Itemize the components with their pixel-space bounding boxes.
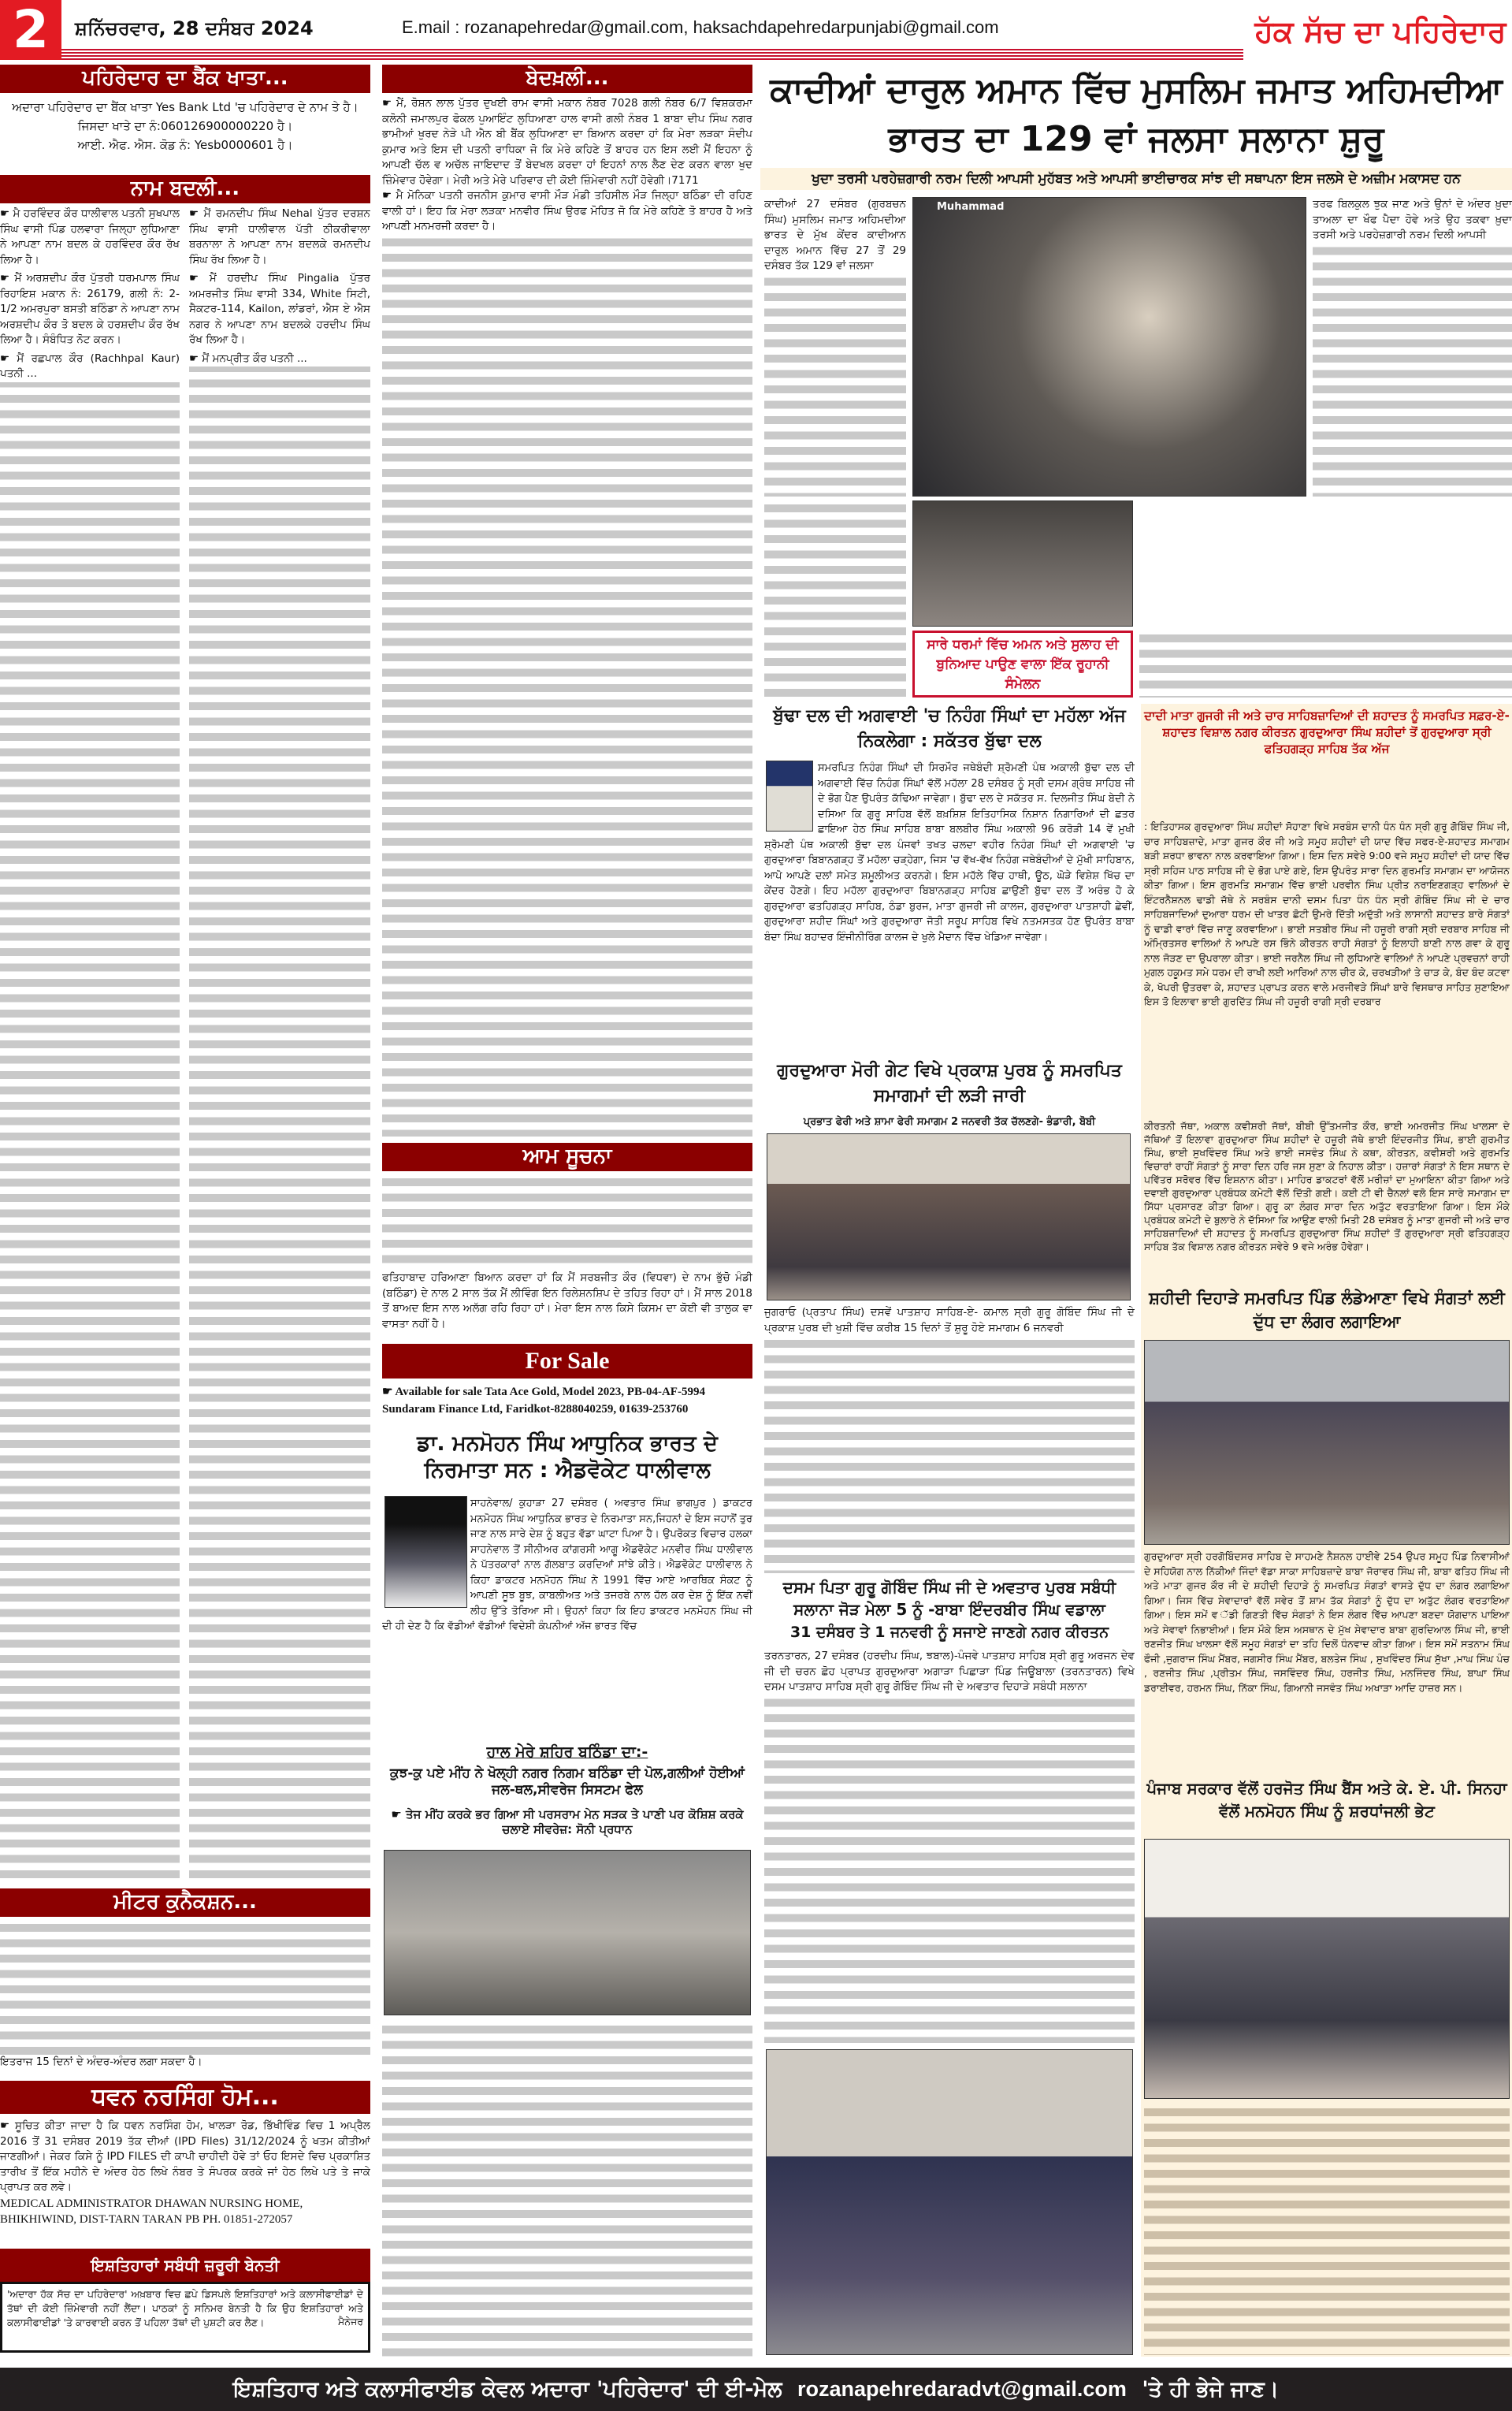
footer-suffix: 'ਤੇ ਹੀ ਭੇਜੇ ਜਾਣ।: [1142, 2377, 1280, 2402]
footer-email[interactable]: rozanapehredaradvt@gmail.com: [797, 2377, 1127, 2401]
name-change-col-2: [189, 206, 370, 1885]
ad-notice-heading: ਇਸ਼ਤਿਹਾਰਾਂ ਸਬੰਧੀ ਜ਼ਰੂਰੀ ਬੇਨਤੀ: [0, 2249, 370, 2282]
lead-text-body: [764, 500, 906, 698]
list-item: ☛ ਮੈਂ ਰਛਪਾਲ ਕੌਰ (Rachhpal Kaur) ਪਤਨੀ ...: [0, 352, 180, 380]
ad-notice-signature: ਮੈਨੇਜਰ: [338, 2316, 363, 2327]
list-item: ☛ ਮੈਂ, ਰੋਸ਼ਨ ਲਾਲ ਪੁੱਤਰ ਦੁਖਈ ਰਾਮ ਵਾਸੀ ਮਕਾਨ ਨੰਬਰ 7028 ਗਲੀ ਨੰਬਰ 6/7 ਵਿਸ਼ਕਰਮਾ ਕਲੋਨੀ ਜਮਾਲਪੁਰ ਫੋਕਲ ਪੁਆਇੰਟ ਲੁਧਿਆਣਾ ਹਾਲ ਵਾਸੀ ਗਲੀ ਨੰਬਰ 1 ਬਾਬਾ ਦੀਪ ਸਿੰਘ ਨਗਰ ਭਾਮੀਆਂ ਖੁਰਦ ਨੇੜੇ ਪੀ ਐਨ ਬੀ ਬੈਂਕ ਲੁਧਿਆਣਾ ਦਾ ਬਿਆਨ ਕਰਦਾ ਹਾਂ ਕਿ ਮੇਰਾ ਲੜਕਾ ਸੰਦੀਪ ਕੁਮਾਰ ਅਤੇ ਇਸ ਦੀ ਪਤਨੀ ਰਾਧਿਕਾ ਜੋ ਕਿ ਮੇਰੇ ਕਹਿਣੇ ਤੋਂ ਬਾਹਰ ਹਨ ਇਸ ਲਈ ਮੈਂ ਇਹਨਾ ਨੂੰ ਆਪਣੀ ਚੱਲ ਵ ਅਚੱਲ ਜਾਇਦਾਦ ਤੋਂ ਬੇਦਖਲ ਕਰਦਾ ਹਾਂ ਇਹਨਾਂ ਨਾਲ ਲੈਣ ਦੇਣ ਕਰਨ ਵਾਲਾ ਖੁਦ ਜ਼ਿੰਮੇਵਾਰ ਹੋਵੇਗਾ। ਮੇਰੀ ਅਤੇ ਮੇਰੇ ਪਰਿਵਾਰ ਦੀ ਕੋਈ ਜ਼ਿੰਮੇਵਾਰੀ ਨਹੀਂ ਹੋਵੇਗੀ।7171: [382, 97, 752, 187]
lead-text-left: ਕਾਦੀਆਂ 27 ਦਸੰਬਰ (ਗੁਰਬਚਨ ਸਿੰਘ) ਮੁਸਲਿਮ ਜਮਾਤ ਅਹਿਮਦੀਆ ਭਾਰਤ ਦੇ ਮੁੱਖ ਕੇਂਦਰ ਕਾਦੀਆਨ ਦਾਰੁਲ ਅਮਾਨ ਵਿੱਚ 27 ਤੋਂ 29 ਦਸੰਬਰ ਤੱਕ 129 ਵਾਂ ਜਲਸਾ: [764, 197, 906, 497]
dasam-headline: ਦਸਮ ਪਿਤਾ ਗੁਰੂ ਗੋਬਿੰਦ ਸਿੰਘ ਜੀ ਦੇ ਅਵਤਾਰ ਪੁਰਬ ਸਬੰਧੀ ਸਲਾਨਾ ਜੋੜ ਮੇਲਾ 5 ਨੂੰ -ਬਾਬਾ ਇੰਦਰਬੀਰ ਸਿੰਘ ਵਡਾਲਾ: [782, 1578, 1116, 1619]
nagar-kirtan-text-2: ਕੀਰਤਨੀ ਜੱਥਾ, ਅਕਾਲ ਕਵੀਸ਼ਰੀ ਜੱਥਾਂ, ਬੀਬੀ ਉੱਤਮਜੀਤ ਕੌਰ, ਭਾਈ ਅਮਰਜੀਤ ਸਿੰਘ ਖਾਲਸਾ ਦੇ ਜੱਥਿਆਂ ਤੋਂ ਇਲਾਵਾ ਗੁਰਦੁਆਰਾ ਸਿੰਘ ਸ਼ਹੀਦਾਂ ਦੇ ਹਜ਼ੂਰੀ ਜੱਥੇ ਭਾਈ ਇੰਦਰਜੀਤ ਸਿੰਘ, ਭਾਈ ਗੁਰਮੀਤ ਸਿੰਘ, ਭਾਈ ਸੁਖਵਿੰਦਰ ਸਿੰਘ ਅਤੇ ਭਾਈ ਜਸਵੰਤ ਸਿੰਘ ਨੇ ਕਥਾ, ਕੀਰਤਨ, ਕਵੀਸ਼ਰੀ ਅਤੇ ਗੁਰਮਤਿ ਵਿਚਾਰਾਂ ਰਾਹੀਂ ਸੰਗਤਾਂ ਨੂੰ ਸਾਰਾ ਦਿਨ ਹਰਿ ਜਸ ਸੁਣਾ ਕੇ ਨਿਹਾਲ ਕੀਤਾ। ਹਜ਼ਾਰਾਂ ਸੰਗਤਾਂ ਨੇ ਇਸ ਸਥਾਨ ਦੇ ਪਵਿੱਤਰ ਸਰੋਵਰ ਵਿੱਚ ਇਸ਼ਨਾਨ ਕੀਤਾ। ਮਾਹਿਰ ਡਾਕਟਰਾਂ ਵੱਲੋਂ ਮਰੀਜ਼ਾਂ ਦਾ ਮੁਆਇਨਾ ਕੀਤਾ ਗਿਆ ਅਤੇ ਦਵਾਈ ਗੁਰਦੁਆਰਾ ਪ੍ਰਬੰਧਕ ਕਮੇਟੀ ਵੱਲੋਂ ਦਿੱਤੀ ਗਈ। ਕਈ ਟੀ ਵੀ ਚੈਨਲਾਂ ਵਲੋ ਇਸ ਸਾਰੇ ਸਮਾਗਮ ਦਾ ਸਿੱਧਾ ਪ੍ਰਸਾਰਣ ਕੀਤਾ ਗਿਆ। ਗੁਰੂ ਕਾ ਲੰਗਰ ਸਾਰਾ ਦਿਨ ਅਤੁੱਟ ਵਰਤਾਇਆ ਗਿਆ। ਇਸ ਮੌਕੇ ਪ੍ਰਬੰਧਕ ਕਮੇਟੀ ਦੇ ਬੁਲਾਰੇ ਨੇ ਦੱਸਿਆ ਕਿ ਆਉਣ ਵਾਲੀ ਮਿਤੀ 28 ਦਸੰਬਰ ਨੂੰ ਮਾਤਾ ਗੁਜਰੀ ਜੀ ਅਤੇ ਚਾਰ ਸਾਹਿਬਜ਼ਾਦਿਆਂ ਦੀ ਸ਼ਹਾਦਤ ਨੂੰ ਸਮਰਪਿਤ ਗੁਰਦੁਆਰਾ ਸਿੰਘ ਸ਼ਹੀਦਾਂ ਤੋਂ ਗੁਰਦੁਆਰਾ ਸ੍ਰੀ ਫਤਿਹਗੜ੍ਹ ਸਾਹਿਬ ਤੱਕ ਵਿਸ਼ਾਲ ਨਗਰ ਕੀਰਤਨ ਸਵੇਰੇ 9 ਵਜੇ ਅਰੰਭ ਹੋਵੇਗਾ।: [1144, 1120, 1510, 1252]
book-release-photo: [767, 1133, 1131, 1300]
bathinda-heading: ਹਾਲ ਮੇਰੇ ਸ਼ਹਿਰ ਬਠਿੰਡਾ ਦਾ:-: [486, 1743, 648, 1761]
public-notice-text: ਫਤਿਹਾਬਾਦ ਹਰਿਆਣਾ ਬਿਆਨ ਕਰਦਾ ਹਾਂ ਕਿ ਮੈਂ ਸਰਬਜੀਤ ਕੌਰ (ਵਿਧਵਾ) ਦੇ ਨਾਮ ਭੁੱਚੋ ਮੰਡੀ (ਬਠਿੰਡਾ) ਦੇ ਨਾਲ 2 ਸਾਲ ਤੱਕ ਮੈਂ ਲੀਵਿੰਗ ਇਨ ਰਿਲੇਸ਼ਨਸ਼ਿਪ ਦੇ ਤਹਿਤ ਰਿਹਾ ਹਾਂ। ਮੈਂ ਸਾਲ 2018 ਤੋਂ ਬਾਅਦ ਇਸ ਨਾਲ ਅਲੱਗ ਰਹਿ ਰਿਹਾ ਹਾਂ। ਮੇਰਾ ਇਸ ਨਾਲ ਕਿਸੇ ਕਿਸਮ ਦਾ ਕੋਈ ਵੀ ਤਾਲੁਕ ਵਾ ਵਾਸਤਾ ਨਹੀਂ ਹੈ।: [382, 1174, 752, 1332]
photo-banner-text: Muhammad: [937, 201, 1005, 213]
eviction-heading: ਬੇਦਖ਼ਲੀ...: [382, 65, 752, 93]
langar-photo: [1144, 1340, 1510, 1545]
dhawan-text: ☛ ਸੂਚਿਤ ਕੀਤਾ ਜਾਦਾ ਹੈ ਕਿ ਧਵਨ ਨਰਸਿੰਗ ਹੋਮ, ਖਾਲੜਾ ਰੋਡ, ਭਿੱਖੀਵਿੰਡ ਵਿਚ 1 ਅਪ੍ਰੈਲ 2016 ਤੋਂ 31 ਦਸੰਬਰ 2019 ਤੱਕ ਦੀਆਂ (IPD Files) 31/12/2024 ਨੂੰ ਖਤਮ ਕੀਤੀਆਂ ਜਾਣਗੀਆਂ। ਜੇਕਰ ਕਿਸੇ ਨੂੰ IPD FILES ਦੀ ਕਾਪੀ ਚਾਹੀਦੀ ਹੋਵੇ ਤਾਂ ਓਹ ਇਸਦੇ ਵਿਚ ਪ੍ਰਕਾਸ਼ਿਤ ਤਾਰੀਖ ਤੋਂ ਇੱਕ ਮਹੀਨੇ ਦੇ ਅੰਦਰ ਹੇਠ ਲਿਖੇ ਨੰਬਰ ਤੇ ਸੰਪਰਕ ਕਰਕੇ ਜਾਂ ਹੇਠ ਲਿਖੇ ਪਤੇ ਤੇ ਜਾਕੇ ਪ੍ਰਾਪਤ ਕਰ ਲਵੇ।: [0, 2119, 370, 2193]
bank-account-number: ਅਦਾਰਾ ਪਹਿਰੇਦਾਰ ਦਾ ਬੈਂਕ ਖਾਤਾ Yes Bank Ltd 'ਚ ਪਹਿਰੇਦਾਰ ਦੇ ਨਾਮ ਤੇ ਹੈ। ਜਿਸਦਾ ਖਾਤੇ ਦਾ ਨੰ:060126900000220 ਹੈ।: [12, 100, 358, 133]
eviction-text: [382, 96, 752, 1137]
bathinda-text: [382, 2022, 752, 2357]
header-rule: [61, 47, 1243, 60]
dhawan-address: MEDICAL ADMINISTRATOR DHAWAN NURSING HOME, BHIKHIWIND, DIST-TARN TARAN PB PH. 01851-272057: [0, 2197, 303, 2226]
list-item: ☛ ਮੈਂ ਮਨਪ੍ਰੀਤ ਕੌਰ ਪਤਨੀ ...: [189, 352, 307, 365]
langar-text: ਗੁਰਦੁਆਰਾ ਸ੍ਰੀ ਹਰਗੋਬਿੰਦਸਰ ਸਾਹਿਬ ਦੇ ਸਾਹਮਣੇ ਨੈਸ਼ਨਲ ਹਾਈਵੇ 254 ਉਪਰ ਸਮੂਹ ਪਿੰਡ ਨਿਵਾਸੀਆਂ ਦੇ ਸਹਿਯੋਗ ਨਾਲ ਨਿੱਕੀਆਂ ਜਿੰਦਾਂ ਵੱਡਾ ਸਾਕਾ ਸਾਹਿਬਜ਼ਾਦੇ ਬਾਬਾ ਜੋਰਾਵਰ ਸਿੰਘ ਜੀ, ਬਾਬਾ ਫਤਿਹ ਸਿੰਘ ਜੀ ਅਤੇ ਮਾਤਾ ਗੁਜਰ ਕੌਰ ਜੀ ਦੇ ਸ਼ਹੀਦੀ ਦਿਹਾੜੇ ਨੂੰ ਸਮਰਪਿਤ ਸੰਗਤਾਂ ਵਾਸਤੇ ਦੁੱਧ ਦਾ ਲੰਗਰ ਲਗਾਇਆ ਗਿਆ। ਜਿਸ ਵਿੱਚ ਸੇਵਾਦਾਰਾਂ ਵੱਲੋਂ ਸਵੇਰ ਤੋਂ ਸ਼ਾਮ ਤੱਕ ਸੰਗਤਾਂ ਨੂੰ ਦੁੱਧ ਦਾ ਅਤੁੱਟ ਲੰਗਰ ਵਰਤਾਇਆ ਗਿਆ। ਇਸ ਸਮੇਂ ਵ ੱਡੀ ਗਿਣਤੀ ਵਿੱਚ ਸੰਗਤਾਂ ਨੇ ਇਸ ਲੰਗਰ ਵਿੱਚ ਆਪਣਾ ਬਣਦਾ ਯੋਗਦਾਨ ਪਾਇਆ ਅਤੇ ਸੇਵਾਵਾਂ ਨਿਭਾਈਆਂ। ਇਸ ਮੌਕੇ ਇਸ ਅਸਥਾਨ ਦੇ ਮੁੱਖ ਸੇਵਾਦਾਰ ਬਾਬਾ ਗੁਰਦਿਆਲ ਸਿੰਘ ਜੀ, ਭਾਈ ਰਣਜੀਤ ਸਿੰਘ ਖਾਲਸਾ ਵੱਲੋਂ ਸਮੂਹ ਸੰਗਤਾਂ ਦਾ ਤਹਿ ਦਿਲੋਂ ਧੰਨਵਾਦ ਕੀਤਾ ਗਿਆ। ਇਸ ਸਮੇਂ ਸਤਨਾਮ ਸਿੰਘ ਫੌਜੀ ,ਜੁਗਰਾਜ ਸਿੰਘ ਮੈਂਬਰ, ਜਗਸੀਰ ਸਿੰਘ ਮੈਂਬਰ, ਬਲਤੇਜ ਸਿੰਘ , ਸੁਖਵਿੰਦਰ ਸਿੰਘ ਸੁੱਖਾ ,ਮਾਘ ਸਿੰਘ ਪੰਚ , ਰਣਜੀਤ ਸਿੰਘ ,ਪ੍ਰੀਤਮ ਸਿੰਘ, ਜਸਵਿੰਦਰ ਸਿੰਘ, ਹਰਜੀਤ ਸਿੰਘ, ਮਨਜਿੰਦਰ ਸਿੰਘ, ਬਾਘਾ ਸਿੰਘ ਡਰਾਈਵਰ, ਹਰਮਨ ਸਿੰਘ, ਨਿੱਕਾ ਸਿੰਘ, ਗਿਆਨੀ ਜਸਵੰਤ ਸਿੰਘ ਅਖਾੜਾ ਆਦਿ ਹਾਜ਼ਰ ਸਨ।: [1144, 1550, 1510, 1694]
header-email: E.mail : rozanapehredar@gmail.com, haksachdapehredarpunjabi@gmail.com: [402, 17, 999, 37]
lead-text-right: ਤਰਫ ਬਿਲਕੁਲ ਝੁਕ ਜਾਣ ਅਤੇ ਉਨਾਂ ਦੇ ਅੰਦਰ ਖ਼ੁਦਾ ਤਾਅਲਾ ਦਾ ਖੌਫ ਪੈਦਾ ਹੋਵੇ ਅਤੇ ਉਹ ਤਕਵਾ ਖ਼ੁਦਾ ਤਰਸੀ ਅਤੇ ਪਰਹੇਜ਼ਗਾਰੀ ਨਰਮ ਦਿਲੀ ਆਪਸੀ: [1313, 197, 1512, 497]
bank-ifsc: ਆਈ. ਐਫ. ਐਸ. ਕੋਡ ਨੰ: Yesb0000601 ਹੈ।: [77, 138, 293, 152]
meter-connection-heading: ਮੀਟਰ ਕੁਨੈਕਸ਼ਨ...: [0, 1888, 370, 1917]
manmohan-text: ਸਾਹਨੇਵਾਲ/ ਕੁਹਾੜਾ 27 ਦਸੰਬਰ ( ਅਵਤਾਰ ਸਿੰਘ ਭਾਗਪੁਰ ) ਡਾਕਟਰ ਮਨਮੋਹਨ ਸਿੰਘ ਆਧੁਨਿਕ ਭਾਰਤ ਦੇ ਨਿਰਮਾਤਾ ਸਨ,ਜਿਹਨਾਂ ਦੇ ਇਸ ਜਹਾਨੋਂ ਤੁਰ ਜਾਣ ਨਾਲ ਸਾਰੇ ਦੇਸ਼ ਨੂੰ ਬਹੁਤ ਵੱਡਾ ਘਾਟਾ ਪਿਆ ਹੈ। ਉਪਰੋਕਤ ਵਿਚਾਰ ਹਲਕਾ ਸਾਹਨੇਵਾਲ ਤੋਂ ਸੀਨੀਅਰ ਕਾਂਗਰਸੀ ਆਗੂ ਐਡਵੋਕੇਟ ਮਨਵੀਰ ਸਿੰਘ ਧਾਲੀਵਾਲ ਨੇ ਪੱਤਰਕਾਰਾਂ ਨਾਲ ਗੱਲਬਾਤ ਕਰਦਿਆਂ ਸਾਂਝੇ ਕੀਤੇ। ਐਡਵੋਕੇਟ ਧਾਲੀਵਾਲ ਨੇ ਕਿਹਾ ਡਾਕਟਰ ਮਨਮੋਹਨ ਸਿੰਘ ਨੇ 1991 ਵਿੱਚ ਆਏ ਆਰਥਿਕ ਸੰਕਟ ਨੂੰ ਆਪਣੀ ਸੂਝ ਬੂਝ, ਕਾਬਲੀਅਤ ਅਤੇ ਤਜਰਬੇ ਨਾਲ ਹੱਲ ਕਰ ਦੇਸ਼ ਨੂੰ ਇੱਕ ਨਵੀਂ ਲੀਹ ਉੱਤੇ ਤੋਰਿਆ ਸੀ। ਉਹਨਾਂ ਕਿਹਾ ਕਿ ਇਹ ਡਾਕਟਰ ਮਨਮੋਹਨ ਸਿੰਘ ਜੀ ਦੀ ਹੀ ਦੇਣ ਹੈ ਕਿ ਵੱਡੀਆਂ ਵੱਡੀਆਂ ਵਿਦੇਸ਼ੀ ਕੰਪਨੀਆਂ ਅੱਜ ਭਾਰਤ ਵਿੱਚ: [382, 1498, 752, 1632]
budha-dal-text: ਸਮਰਪਿਤ ਨਿਹੰਗ ਸਿੰਘਾਂ ਦੀ ਸਿਰਮੌਰ ਜਥੇਬੰਦੀ ਸ਼੍ਰੋਮਣੀ ਪੰਥ ਅਕਾਲੀ ਬੁੱਢਾ ਦਲ ਦੀ ਅਗਵਾਈ ਵਿੱਚ ਨਿਹੰਗ ਸਿੰਘਾਂ ਵੱਲੋਂ ਮਹੱਲਾ 28 ਦਸੰਬਰ ਨੂੰ ਸ੍ਰੀ ਦਸਮ ਗ੍ਰੰਥ ਸਾਹਿਬ ਜੀ ਦੇ ਭੋਗ ਪੈਣ ਉਪਰੰਤ ਕੱਢਿਆ ਜਾਵੇਗਾ। ਬੁੱਢਾ ਦਲ ਦੇ ਸਕੱਤਰ ਸ. ਦਿਲਜੀਤ ਸਿੰਘ ਬੇਦੀ ਨੇ ਦਸਿਆ ਕਿ ਗੁਰੂ ਸਾਹਿਬ ਵੱਲੋਂ ਬਖ਼ਸ਼ਿਸ਼ ਇਤਿਹਾਸਿਕ ਨਿਸ਼ਾਨ ਨਿਗਾਰਿਆਂ ਦੀ ਛਤਰ ਛਾਇਆ ਹੇਠ ਸਿੰਘ ਸਾਹਿਬ ਬਾਬਾ ਬਲਬੀਰ ਸਿੰਘ ਅਕਾਲੀ 96 ਕਰੋੜੀ 14 ਵੇਂ ਮੁਖੀ ਸ਼੍ਰੋਮਣੀ ਪੰਥ ਅਕਾਲੀ ਬੁੱਢਾ ਦਲ ਪੰਜਵਾਂ ਤਖਤ ਚਲਦਾ ਵਹੀਰ ਨਿਹੰਗ ਸਿੰਘਾਂ ਦੀ ਅਗਵਾਈ 'ਚ ਗੁਰਦੁਆਰਾ ਬਿਬਾਨਗੜ੍ਹ ਤੋਂ ਮਹੱਲਾ ਚੜ੍ਹੇਗਾ, ਜਿਸ 'ਚ ਵੱਖ-ਵੱਖ ਨਿਹੰਗ ਜਥੇਬੰਦੀਆਂ ਦੇ ਮੁੱਖੀ ਸਾਹਿਬਾਨ, ਆਪੋ ਆਪਣੇ ਦਲਾਂ ਸਮੇਤ ਸ਼ਮੂਲੀਅਤ ਕਰਨਗੇ। ਇਸ ਮਹੱਲੇ ਵਿੱਚ ਹਾਥੀ, ਊਠ, ਘੋੜੇ ਵਿਸ਼ੇਸ਼ ਖਿੱਚ ਦਾ ਕੇਂਦਰ ਹੋਣਗੇ। ਇਹ ਮਹੱਲਾ ਗੁਰਦੁਆਰਾ ਬਿਬਾਨਗੜ੍ਹ ਸਾਹਿਬ ਛਾਉਣੀ ਬੁੱਢਾ ਦਲ ਤੋਂ ਅਰੰਭ ਹੋ ਕੇ ਗੁਰਦੁਆਰਾ ਫਤਹਿਗੜ੍ਹ ਸਾਹਿਬ, ਠੰਡਾ ਬੁਰਜ, ਮਾਤਾ ਗੁਜਰੀ ਜੀ ਕਾਲਜ, ਗੁਰਦੁਆਰਾ ਪਾਤਸ਼ਾਹੀ ਛੇਵੀਂ, ਗੁਰਦੁਆਰਾ ਸ਼ਹੀਦ ਸਿੰਘਾਂ ਅਤੇ ਗੁਰਦੁਆਰਾ ਜੋਤੀ ਸਰੂਪ ਸਾਹਿਬ ਵਿਖੇ ਨਤਮਸਤਕ ਹੋਣ ਉਪਰੰਤ ਬਾਬਾ ਬੰਦਾ ਸਿੰਘ ਬਹਾਦਰ ਇੰਜੀਨੀਰਿੰਗ ਕਾਲਜ ਦੇ ਖੁਲੇ ਮੈਦਾਨ ਵਿੱਚ ਖੇਡਿਆ ਜਾਵੇਗਾ।: [764, 762, 1135, 943]
name-change-col-1: [0, 206, 180, 1885]
budha-dal-headline: ਬੁੱਢਾ ਦਲ ਦੀ ਅਗਵਾਈ 'ਚ ਨਿਹੰਗ ਸਿੰਘਾਂ ਦਾ ਮਹੱਲਾ ਅੱਜ ਨਿਕਲੇਗਾ : ਸਕੱਤਰ ਬੁੱਢਾ ਦਲ: [773, 706, 1126, 751]
footer-text: ਇਸ਼ਤਿਹਾਰ ਅਤੇ ਕਲਾਸੀਫਾਈਡ ਕੇਵਲ ਅਦਾਰਾ 'ਪਹਿਰੇਦਾਰ' ਦੀ ਈ-ਮੇਲ: [232, 2377, 782, 2402]
footer-banner: [0, 2368, 1512, 2411]
ad-notice-text: 'ਅਦਾਰਾ ਹੱਕ ਸੱਚ ਦਾ ਪਹਿਰੇਦਾਰ' ਅਖ਼ਬਾਰ ਵਿਚ ਛਪੇ ਡਿਸਪਲੇ ਇਸ਼ਤਿਹਾਰਾਂ ਅਤੇ ਕਲਾਸੀਫਾਈਡਾਂ ਦੇ ਤੱਥਾਂ ਦੀ ਕੋਈ ਜ਼ਿੰਮੇਵਾਰੀ ਨਹੀਂ ਲੈਂਦਾ। ਪਾਠਕਾਂ ਨੂੰ ਸਨਿਮਰ ਬੇਨਤੀ ਹੈ ਕਿ ਉਹ ਇਸ਼ਤਿਹਾਰਾਂ ਅਤੇ ਕਲਾਸੀਫਾਈਡਾਂ 'ਤੇ ਕਾਰਵਾਈ ਕਰਨ ਤੋਂ ਪਹਿਲਾ ਤੱਥਾਂ ਦੀ ਪੁਸ਼ਟੀ ਕਰ ਲੈਣ।: [7, 2288, 363, 2328]
tribute-text: [1144, 2104, 1510, 2355]
name-change-heading: ਨਾਮ ਬਦਲੀ...: [0, 175, 370, 203]
dhawan-nursing-home-heading: ਧਵਨ ਨਰਸਿੰਗ ਹੋਮ...: [0, 2081, 370, 2114]
lead-headline: ਕਾਦੀਆਂ ਦਾਰੁਲ ਅਮਾਨ ਵਿੱਚ ਮੁਸਲਿਮ ਜਮਾਤ ਅਹਿਮਦੀਆ ਭਾਰਤ ਦਾ 129 ਵਾਂ ਜਲਸਾ ਸਲਾਨਾ ਸ਼ੁਰੂ: [770, 70, 1503, 159]
bank-account-heading: ਪਹਿਰੇਦਾਰ ਦਾ ਬੈਂਕ ਖਾਤਾ...: [0, 65, 370, 93]
dasam-text: ਤਰਨਤਾਰਨ, 27 ਦਸੰਬਰ (ਹਰਦੀਪ ਸਿੰਘ, ਝਬਾਲ)-ਪੰਜਵੇ ਪਾਤਸ਼ਾਹ ਸਾਹਿਬ ਸ੍ਰੀ ਗੁਰੂ ਅਰਜਨ ਦੇਵ ਜੀ ਦੀ ਚਰਨ ਛੋਹ ਪ੍ਰਾਪਤ ਗੁਰਦੁਆਰਾ ਅਗਾੜਾ ਪਿਛਾੜਾ ਪਿੰਡ ਜਿਊਬਾਲਾ (ਤਰਨਤਾਰਨ) ਵਿਖੇ ਦਸਮ ਪਾਤਸ਼ਾਹ ਸਾਹਿਬ ਸ੍ਰੀ ਗੁਰੂ ਗੋਬਿੰਦ ਸਿੰਘ ਜੀ ਦੇ ਅਵਤਾਰ ਦਿਹਾੜੇ ਸਬੰਧੀ ਸਲਾਨਾ: [764, 1649, 1135, 2043]
lead-text-body-2: [1139, 631, 1512, 698]
lead-audience-photo: [912, 500, 1133, 627]
mori-gate-subheadline: ਪ੍ਰਭਾਤ ਫੇਰੀ ਅਤੇ ਸ਼ਾਮਾ ਫੇਰੀ ਸਮਾਗਮ 2 ਜਨਵਰੀ ਤੱਕ ਚੱਲਣਗੇ- ਭੰਡਾਰੀ, ਬੋਬੀ: [803, 1116, 1096, 1128]
for-sale-heading: For Sale: [382, 1344, 752, 1379]
issue-date: ਸ਼ਨਿੱਚਰਵਾਰ, 28 ਦਸੰਬਰ 2024: [75, 17, 314, 39]
masthead-logo: ਹੱਕ ਸੱਚ ਦਾ ਪਹਿਰੇਦਾਰ: [1254, 14, 1506, 49]
tribute-photo: [1144, 1839, 1510, 2099]
lead-speaker-photo: [912, 197, 1306, 497]
bank-account-text: [0, 93, 370, 159]
lead-subheadline: ਖੁਦਾ ਤਰਸੀ ਪਰਹੇਜ਼ਗਾਰੀ ਨਰਮ ਦਿਲੀ ਆਪਸੀ ਮੁਹੱਬਤ ਅਤੇ ਆਪਸੀ ਭਾਈਚਾਰਕ ਸਾਂਝ ਦੀ ਸਥਾਪਨਾ ਇਸ ਜਲਸੇ ਦੇ ਅਜ਼ੀਮ ਮਕਾਸਦ ਹਨ: [760, 168, 1512, 190]
list-item: ☛ ਮੈਂ ਰਮਨਦੀਪ ਸਿੰਘ Nehal ਪੁੱਤਰ ਦਰਸ਼ਨ ਸਿੰਘ ਵਾਸੀ ਧਾਲੀਵਾਲ ਪੱਤੀ ਠੀਕਰੀਵਾਲਾ ਬਰਨਾਲਾ ਨੇ ਆਪਣਾ ਨਾਮ ਬਦਲਕੇ ਰਮਨਦੀਪ ਸਿੰਘ ਰੱਖ ਲਿਆ ਹੈ।: [189, 207, 370, 266]
tribute-headline: ਪੰਜਾਬ ਸਰਕਾਰ ਵੱਲੋਂ ਹਰਜੋਤ ਸਿੰਘ ਬੈਂਸ ਅਤੇ ਕੇ. ਏ. ਪੀ. ਸਿਨਹਾ ਵੱਲੋਂ ਮਨਮੋਹਨ ਸਿੰਘ ਨੂੰ ਸ਼ਰਧਾਂਜਲੀ ਭੇਟ: [1146, 1779, 1507, 1821]
meter-connection-text: ਇਤਰਾਜ 15 ਦਿਨਾਂ ਦੇ ਅੰਦਰ-ਅੰਦਰ ਲਗਾ ਸਕਦਾ ਹੈ।: [0, 1920, 370, 2070]
langar-headline: ਸ਼ਹੀਦੀ ਦਿਹਾੜੇ ਸਮਰਪਿਤ ਪਿੰਡ ਲੰਡੇਆਣਾ ਵਿਖੇ ਸੰਗਤਾਂ ਲਈ ਦੁੱਧ ਦਾ ਲੰਗਰ ਲਗਾਇਆ: [1149, 1289, 1505, 1331]
page-number: 2: [0, 0, 61, 60]
mori-gate-headline: ਗੁਰਦੁਆਰਾ ਮੋਰੀ ਗੇਟ ਵਿਖੇ ਪ੍ਰਕਾਸ਼ ਪੁਰਬ ਨੂੰ ਸਮਰਪਿਤ ਸਮਾਗਮਾਂ ਦੀ ਲੜੀ ਜਾਰੀ: [777, 1061, 1122, 1106]
mori-gate-text: ਜੁਗਰਾਓ (ਪ੍ਰਤਾਪ ਸਿੰਘ) ਦਸਵੇਂ ਪਾਤਸ਼ਾਹ ਸਾਹਿਬ-ਏ- ਕਮਾਲ ਸ੍ਰੀ ਗੁਰੂ ਗੋਬਿੰਦ ਸਿੰਘ ਜੀ ਦੇ ਪ੍ਰਕਾਸ਼ ਪੁਰਬ ਦੀ ਖੁਸ਼ੀ ਵਿੱਚ ਕਰੀਬ 15 ਦਿਨਾਂ ਤੋਂ ਸ਼ੁਰੂ ਹੋਏ ਸਮਾਗਮ 6 ਜਨਵਰੀ: [764, 1305, 1135, 1573]
nagar-kirtan-text: : ਇਤਿਹਾਸਕ ਗੁਰਦੁਆਰਾ ਸਿੰਘ ਸ਼ਹੀਦਾਂ ਸੋਹਾਣਾ ਵਿਖੇ ਸਰਬੰਸ ਦਾਨੀ ਧੰਨ ਧੰਨ ਸ੍ਰੀ ਗੁਰੂ ਗੋਬਿੰਦ ਸਿੰਘ ਜੀ, ਚਾਰ ਸਾਹਿਬਜ਼ਾਦੇ, ਮਾਤਾ ਗੁਜਰ ਕੌਰ ਜੀ ਅਤੇ ਸਮੂਹ ਸ਼ਹੀਦਾਂ ਦੀ ਯਾਦ ਵਿੱਚ ਸਫਰ-ਏ-ਸ਼ਹਾਦਤ ਸਮਾਗਮ ਬੜੀ ਸ਼ਰਧਾ ਭਾਵਨਾ ਨਾਲ ਕਰਵਾਇਆ ਗਿਆ। ਇਸ ਦਿਨ ਸਵੇਰੇ 9:00 ਵਜੇ ਸਮੂਹ ਸ਼ਹੀਦਾਂ ਦੀ ਯਾਦ ਵਿੱਚ ਸ੍ਰੀ ਸਹਿਜ ਪਾਠ ਸਾਹਿਬ ਜੀ ਦੇ ਭੋਗ ਪਾਏ ਗਏ, ਇਸ ਉਪਰੰਤ ਸਾਰਾ ਦਿਨ ਗੁਰਮਤਿ ਸਮਾਗਮ ਦਾ ਆਯੋਜਨ ਕੀਤਾ ਗਿਆ। ਇਸ ਗੁਰਮਤਿ ਸਮਾਗਮ ਵਿੱਚ ਭਾਈ ਪਰਵੀਨ ਸਿੰਘ ਪ੍ਰੀਤ ਨਰਾਇਣਗੜ੍ਹ ਵਾਲਿਆਂ ਦੇ ਇੰਟਰਨੈਸ਼ਨਲ ਢਾਡੀ ਜੱਥੇ ਨੇ ਸਰਬੰਸ ਦਾਨੀ ਦਸਮ ਪਿਤਾ ਧੰਨ ਧੰਨ ਸ੍ਰੀ ਗੋਬਿੰਦ ਸਿੰਘ ਜੀ ਦੇ ਚਾਰ ਸਾਹਿਬਜਾਦਿਆਂ ਦੁਆਰਾ ਧਰਮ ਦੀ ਖਾਤਰ ਛੋਟੀ ਉਮਰੇ ਦਿੱਤੀ ਅਦੁੱਤੀ ਅਤੇ ਲਾਸਾਨੀ ਸ਼ਹਾਦਤ ਬਾਰੇ ਸੰਗਤਾਂ ਨੂੰ ਢਾਡੀ ਵਾਰਾਂ ਵਿੱਚ ਜਾਣੂ ਕਰਵਾਇਆ। ਭਾਈ ਸਤਬੀਰ ਸਿੰਘ ਜੀ ਹਜ਼ੂਰੀ ਰਾਗੀ ਸ੍ਰੀ ਦਰਬਾਰ ਸਾਹਿਬ ਜੀ ਅੰਮ੍ਰਿਤਸਰ ਵਾਲਿਆਂ ਨੇ ਆਪਣੇ ਰਸ ਭਿੰਨੇ ਕੀਰਤਨ ਰਾਹੀ ਸੰਗਤਾਂ ਨੂੰ ਇਲਾਹੀ ਬਾਣੀ ਨਾਲ ਗਵਾ ਕੇ ਗੁਰੂ ਨਾਲ ਜੋੜਣ ਦਾ ਉਪਰਾਲਾ ਕੀਤਾ। ਭਾਈ ਜਰਨੈਲ ਸਿੰਘ ਜੀ ਲੁਧਿਆਣੇ ਵਾਲਿਆਂ ਨੇ ਆਪਣੇ ਪ੍ਰਵਚਨਾਂ ਰਾਹੀ ਮੁਗਲ ਹਕੂਮਤ ਸਮੇ ਧਰਮ ਦੀ ਰਾਖੀ ਲਈ ਆਰਿਆਂ ਨਾਲ ਚੀਰ ਕੇ, ਚਰਖੜੀਆਂ ਤੇ ਚਾੜ ਕੇ, ਬੰਦ ਬੰਦ ਕਟਵਾ ਕੇ, ਖੋਪਰੀ ਉਤਰਵਾ ਕੇ, ਸ਼ਹਾਦਤ ਪ੍ਰਾਪਤ ਕਰਨ ਵਾਲੇ ਮਰਜੀਵੜੇ ਸਿੰਘਾਂ ਬਾਰੇ ਵਿਸਥਾਰ ਸਾਹਿਤ ਸੁਣਾਇਆ ਇਸ ਤੋ ਇਲਾਵਾ ਭਾਈ ਗੁਰਦਿੱਤ ਸਿੰਘ ਜੀ ਹਜ਼ੂਰੀ ਰਾਗੀ ਸ੍ਰੀ ਦਰਬਾਰ: [1144, 820, 1510, 1007]
ad-notice-box: [0, 2282, 370, 2353]
list-item: ☛ ਮੈ ਮੋਨਿਕਾ ਪਤਨੀ ਰਜਨੀਸ ਕੁਮਾਰ ਵਾਸੀ ਮੌੜ ਮੰਡੀ ਤਹਿਸੀਲ ਮੌੜ ਜਿਲ੍ਹਾ ਬਠਿੰਡਾ ਦੀ ਰਹਿਣ ਵਾਲੀ ਹਾਂ। ਇਹ ਕਿ ਮੇਰਾ ਲੜਕਾ ਮਨਵੀਰ ਸਿੰਘ ਉਰਫ ਮੋਹਿਤ ਜੋ ਕਿ ਮੇਰੇ ਕਹਿਣੇ ਤੋ ਬਾਹਰ ਹੈ ਅਤੇ ਆਪਣੀ ਮਨਮਰਜੀ ਕਰਦਾ ਹੈ।: [382, 189, 752, 233]
dasam-subheadline: 31 ਦਸੰਬਰ ਤੇ 1 ਜਨਵਰੀ ਨੂੰ ਸਜਾਏ ਜਾਣਗੇ ਨਗਰ ਕੀਰਤਨ: [789, 1624, 1109, 1641]
nagar-kirtan-headline: ਦਾਦੀ ਮਾਤਾ ਗੁਜਰੀ ਜੀ ਅਤੇ ਚਾਰ ਸਾਹਿਬਜ਼ਾਦਿਆਂ ਦੀ ਸ਼ਹਾਦਤ ਨੂੰ ਸਮਰਪਿਤ ਸਫ਼ਰ-ਏ-ਸ਼ਹਾਦਤ ਵਿਸ਼ਾਲ ਨਗਰ ਕੀਰਤਨ ਗੁਰਦੁਆਰਾ ਸਿੰਘ ਸ਼ਹੀਦਾਂ ਤੋਂ ਗੁਰਦੁਆਰਾ ਸ੍ਰੀ ਫਤਿਹਗੜ੍ਹ ਸਾਹਿਬ ਤੱਕ ਅੱਜ: [1144, 709, 1510, 756]
waterlogged-street-photo: [384, 1850, 751, 2015]
list-item: ☛ ਮੈਂ ਅਰਸ਼ਦੀਪ ਕੌਰ ਪੁੱਤਰੀ ਧਰਮਪਾਲ ਸਿੰਘ ਰਿਹਾਇਸ਼ ਮਕਾਨ ਨੰ: 26179, ਗਲੀ ਨੰ: 2-1/2 ਅਮਰਪੁਰਾ ਬਸਤੀ ਬਠਿੰਡਾ ਨੇ ਆਪਣਾ ਨਾਮ ਅਰਸ਼ਦੀਪ ਕੌਰ ਤੋ ਬਦਲ ਕੇ ਹਰਸ਼ਦੀਪ ਕੌਰ ਰੱਖ ਲਿਆ ਹੈ। ਸੰਬੰਧਿਤ ਨੋਟ ਕਰਨ।: [0, 272, 180, 346]
bathinda-subheadline-2: ☛ ਤੇਜ ਮੀਂਹ ਕਰਕੇ ਭਰ ਗਿਆ ਸੀ ਪਰਸਰਾਮ ਮੇਨ ਸੜਕ ਤੇ ਪਾਣੀ ਪਰ ਕੋਸ਼ਿਸ਼ ਕਰਕੇ ਚਲਾਏ ਸੀਵਰੇਜ਼: ਸੋਨੀ ਪ੍ਰਧਾਨ: [391, 1807, 744, 1836]
nagar-kirtan-photo: [766, 2049, 1133, 2355]
for-sale-text: ☛ Available for sale Tata Ace Gold, Model 2023, PB-04-AF-5994 Sundaram Finance Ltd, Faridkot-8288040259, 01639-253760: [382, 1386, 705, 1416]
list-item: ☛ ਮੈਂ ਹਰਦੀਪ ਸਿੰਘ Pingalia ਪੁੱਤਰ ਅਮਰਜੀਤ ਸਿੰਘ ਵਾਸੀ 334, White ਸਿਟੀ, ਸੈਕਟਰ-114, Kailon, ਲਾਂਡਰਾਂ, ਐਸ ਏ ਐਸ ਨਗਰ ਨੇ ਆਪਣਾ ਨਾਮ ਬਦਲਕੇ ਹਰਦੀਪ ਸਿੰਘ ਰੱਖ ਲਿਆ ਹੈ।: [189, 272, 370, 346]
list-item: ☛ ਮੈ ਹਰਵਿੰਦਰ ਕੌਰ ਧਾਲੀਵਾਲ ਪਤਨੀ ਸੁਖਪਾਲ ਸਿੰਘ ਵਾਸੀ ਪਿੰਡ ਹਲਵਾਰਾ ਜਿਲ੍ਹਾ ਲੁਧਿਆਣਾ ਨੇ ਆਪਣਾ ਨਾਮ ਬਦਲ ਕੇ ਹਰਵਿੰਦਰ ਕੌਰ ਰੱਖ ਲਿਆ ਹੈ।: [0, 207, 180, 266]
manmohan-headline: ਡਾ. ਮਨਮੋਹਨ ਸਿੰਘ ਆਧੁਨਿਕ ਭਾਰਤ ਦੇ ਨਿਰਮਾਤਾ ਸਨ : ਐਡਵੋਕੇਟ ਧਾਲੀਵਾਲ: [417, 1431, 718, 1483]
public-notice-heading: ਆਮ ਸੂਚਨਾ: [382, 1143, 752, 1171]
lead-quote-box: ਸਾਰੇ ਧਰਮਾਂ ਵਿੱਚ ਅਮਨ ਅਤੇ ਸੁਲਾਹ ਦੀ ਬੁਨਿਆਦ ਪਾਉਣ ਵਾਲਾ ਇੱਕ ਰੂਹਾਨੀ ਸੰਮੇਲਨ: [912, 631, 1133, 698]
bathinda-subheadline: ਕੁਝ-ਕੁ ਪਏ ਮੀਂਹ ਨੇ ਖੋਲ੍ਹੀ ਨਗਰ ਨਿਗਮ ਬਠਿੰਡਾ ਦੀ ਪੋਲ,ਗਲੀਆਂ ਹੋਈਆਂ ਜਲ-ਥਲ,ਸੀਵਰੇਜ ਸਿਸਟਮ ਫੇਲ: [390, 1765, 745, 1799]
